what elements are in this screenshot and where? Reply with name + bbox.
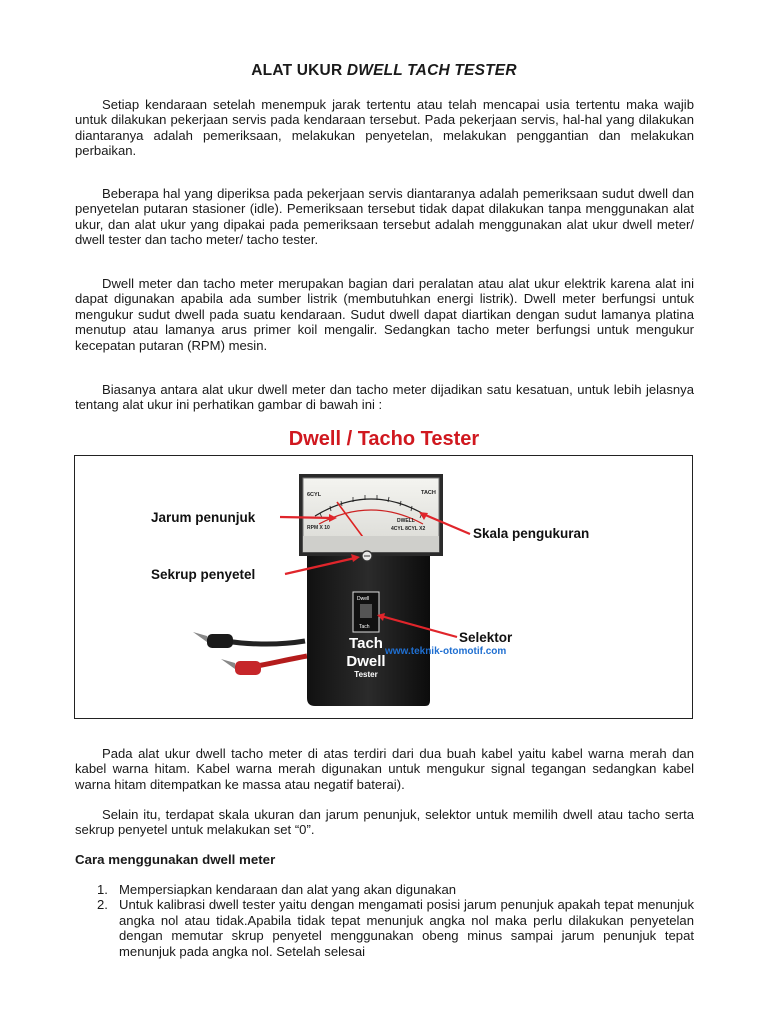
- paragraph-3: Dwell meter dan tacho meter merupakan bagian dari peralatan atau alat ukur elektrik karena alat ini dapat digunakan apabila ada sumber listrik (membutuhkan energi listrik). Dwell meter berfungsi untuk mengukur sudut dwell pada suatu kendaraan. Sudut dwell dapat diartikan dengan sudut lamanya platina menutup atau lamanya arus primer koil mengalir. Sedangkan tacho meter berfungsi untuk mengukur kecepatan putaran (RPM) mesin.: [75, 276, 694, 353]
- brand-tester: Tester: [354, 670, 378, 679]
- scale-label-rpm: RPM X 10: [307, 525, 330, 531]
- red-clip: [235, 661, 261, 675]
- scale-label-tach: TACH: [421, 490, 436, 496]
- label-selektor: Selektor: [459, 630, 513, 645]
- section-heading: Cara menggunakan dwell meter: [75, 852, 276, 867]
- paragraph-5: Pada alat ukur dwell tacho meter di atas terdiri dari dua buah kabel yaitu kabel warna merah dan kabel warna hitam. Kabel warna merah digunakan untuk mengukur signal tegangan sedangkan kabel warna hitam ditempatkan ke massa atau negatif baterai).: [75, 746, 694, 792]
- figure-image: [74, 455, 693, 719]
- paragraph-2: Beberapa hal yang diperiksa pada pekerjaan servis diantaranya adalah pemeriksaan sudut dwell dan penyetelan putaran stasioner (idle). Pemeriksaan tersebut tidak dapat dilakukan tanpa menggunakan alat ukur, dan alat ukur yang dipakai pada pemeriksaan tersebut adalah menggunakan alat ukur dwell meter/ dwell tester dan tacho meter/ tacho tester.: [75, 186, 694, 248]
- dwell-tacho-tester-illustration: [75, 456, 691, 717]
- brand-dwell: Dwell: [346, 653, 386, 670]
- list-number: 2.: [97, 897, 108, 913]
- list-item: [75, 882, 694, 897]
- watermark-url: www.teknik-otomotif.com: [385, 646, 507, 657]
- paragraph-1: Setiap kendaraan setelah menempuk jarak tertentu atau telah mencapai usia tertentu maka wajib untuk dilakukan pekerjaan servis pada kendaraan tersebut. Pada pekerjaan servis, hal-hal yang dilakukan diantaranya adalah pemeriksaan, melakukan penyetelan, melakukan penggantian dan melakukan perbaikan.: [75, 97, 694, 159]
- document-title: [0, 62, 768, 80]
- scale-label-dwell: DWELL: [397, 518, 415, 524]
- figure-title: Dwell / Tacho Tester: [288, 428, 480, 450]
- title-prefix: ALAT UKUR: [251, 62, 347, 79]
- paragraph-6: Selain itu, terdapat skala ukuran dan jarum penunjuk, selektor untuk memilih dwell atau tacho serta sekrup penyetel untuk melakukan set “0”.: [75, 807, 694, 838]
- steps-list: [75, 882, 694, 959]
- switch-label-tach: Tach: [359, 624, 370, 630]
- title-italic: DWELL TACH TESTER: [346, 62, 517, 79]
- black-cable: [225, 641, 305, 644]
- list-text: Mempersiapkan kendaraan dan alat yang akan digunakan: [119, 882, 457, 897]
- brand-tach: Tach: [349, 635, 383, 652]
- scale-label-cyl: 4CYL 8CYL X2: [391, 526, 426, 532]
- arrow-jarum: [280, 517, 333, 518]
- black-clip: [207, 634, 233, 648]
- label-skala-pengukuran: Skala pengukuran: [473, 526, 590, 541]
- paragraph-4: Biasanya antara alat ukur dwell meter dan tacho meter dijadikan satu kesatuan, untuk lebih jelasnya tentang alat ukur ini perhatikan gambar di bawah ini :: [75, 382, 694, 413]
- label-jarum-penunjuk: Jarum penunjuk: [151, 510, 256, 525]
- list-item: [75, 897, 694, 959]
- list-text: Untuk kalibrasi dwell tester yaitu dengan mengamati posisi jarum penunjuk apakah tepat menunjuk angka nol atau tidak.Apabila tidak tepat menunjuk angka nol maka perlu dilakukan penyetelan dengan memutar skrup penyetel menggunakan obeng minus sampai jarum penunjuk tepat menunjuk pada angka nol. Setelah selesai: [119, 897, 694, 959]
- scale-label-6cyl: 6CYL: [307, 492, 322, 498]
- switch-label-dwell: Dwell: [357, 596, 370, 602]
- label-sekrup-penyetel: Sekrup penyetel: [151, 567, 256, 582]
- list-number: 1.: [97, 882, 108, 897]
